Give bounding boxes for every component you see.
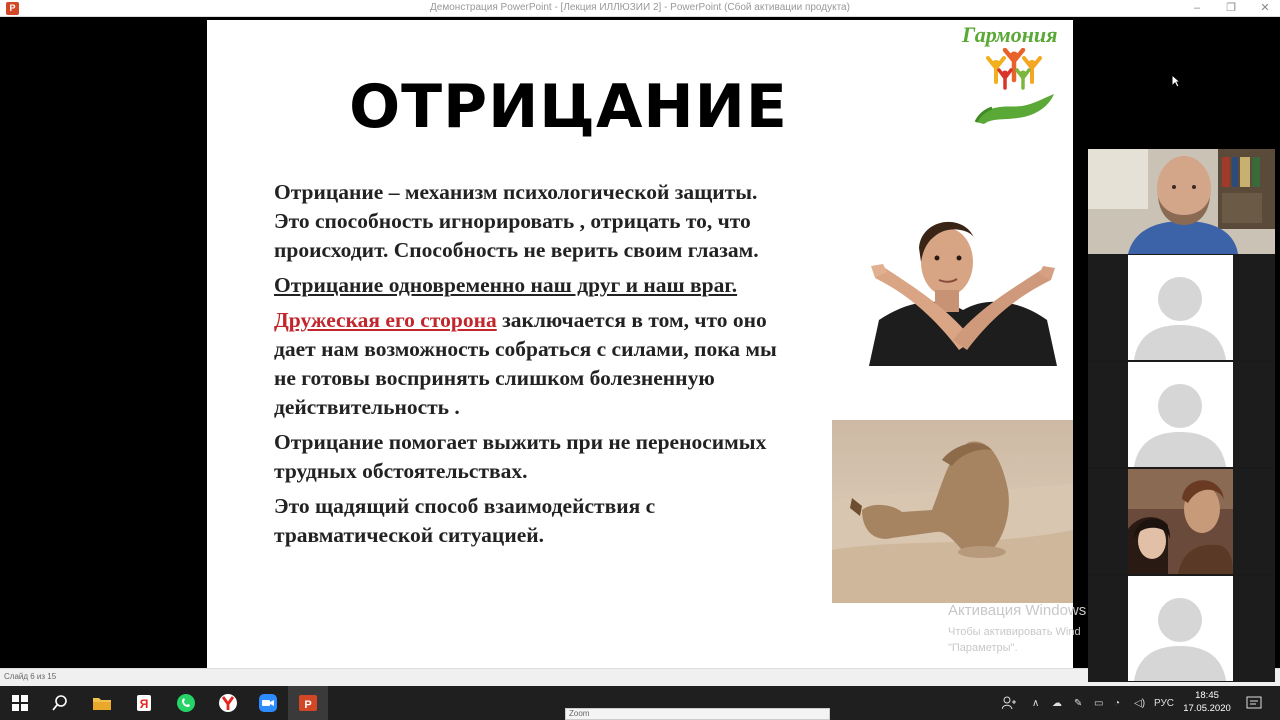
windows-activation-title: Активация Windows — [948, 602, 1087, 619]
slide-title: ОТРИЦАНИЕ — [349, 72, 788, 142]
slide[interactable] — [207, 20, 1073, 668]
volume-icon[interactable]: ◁) — [1134, 697, 1146, 709]
taskbar-yandex-browser[interactable] — [124, 686, 164, 720]
survival-paragraph: Отрицание помогает выжить при не переносимых трудных обстоятельствах. — [274, 430, 767, 483]
friendly-side-text: заключается в том, что оно дает нам возможность собраться с силами, пока мы не готовы воспринять слишком болезненную действительность . — [274, 308, 777, 419]
start-button[interactable] — [0, 686, 40, 720]
notifications-icon[interactable] — [1246, 686, 1262, 720]
user-avatar-icon — [1128, 255, 1233, 360]
taskbar-yandex[interactable] — [208, 686, 248, 720]
yandex-browser-icon — [136, 694, 152, 712]
slide-counter: Слайд 6 из 15 — [4, 672, 57, 681]
close-button[interactable]: ✕ — [1260, 2, 1270, 14]
user-avatar-icon — [1128, 362, 1233, 467]
windows-activation-text — [948, 624, 1081, 656]
powerpoint-icon — [298, 693, 318, 713]
user-avatar-icon — [1128, 576, 1233, 681]
whatsapp-icon — [176, 693, 196, 713]
people-icon[interactable] — [1002, 686, 1016, 720]
harmony-logo-icon — [970, 48, 1058, 136]
mouse-cursor-icon — [1171, 74, 1181, 88]
man-crossed-arms-image — [869, 200, 1057, 366]
windows-logo-icon — [12, 695, 28, 711]
clock-date: 17.05.2020 — [1183, 703, 1231, 714]
folder-icon — [92, 695, 112, 711]
video-tile-participant-4[interactable] — [1088, 576, 1275, 681]
slide-body — [274, 178, 794, 556]
participant-photo — [1128, 469, 1233, 574]
logo-text: Гармония — [962, 22, 1058, 47]
friend-enemy-paragraph: Отрицание одновременно наш друг и наш враг. — [274, 273, 738, 297]
zoom-taskbar-preview[interactable]: Zoom — [565, 708, 830, 720]
battery-icon[interactable]: ▭ — [1094, 697, 1104, 709]
taskbar-clock[interactable] — [1180, 689, 1234, 715]
pen-icon[interactable]: ✎ — [1074, 697, 1083, 709]
friendly-side-highlight: Дружеская его сторона — [274, 308, 497, 332]
maximize-button[interactable]: ❐ — [1226, 2, 1236, 14]
svg-text:P: P — [304, 699, 312, 711]
taskbar-powerpoint[interactable] — [288, 686, 328, 720]
friendly-side-paragraph — [274, 306, 794, 422]
search-icon — [52, 695, 68, 711]
activation-line-2: "Параметры". — [948, 642, 1018, 654]
yandex-icon — [218, 693, 238, 713]
gentle-way-paragraph: Это щадящий способ взаимодействия с травматической ситуацией. — [274, 494, 656, 547]
zoom-icon — [258, 693, 278, 713]
powerpoint-icon: P — [6, 2, 19, 15]
chevron-up-icon[interactable]: ∧ — [1032, 697, 1040, 709]
speaker-video — [1088, 149, 1275, 254]
video-panel — [1088, 149, 1275, 682]
video-tile-participant-3[interactable] — [1088, 469, 1275, 574]
video-tile-speaker[interactable] — [1088, 149, 1275, 254]
activation-line-1: Чтобы активировать Wind — [948, 626, 1081, 638]
taskbar-file-explorer[interactable] — [82, 686, 122, 720]
svg-text:Я: Я — [139, 697, 149, 711]
video-tile-participant-1[interactable] — [1088, 255, 1275, 360]
window-title: Демонстрация PowerPoint - [Лекция ИЛЛЮЗИИ 2] - PowerPoint (Сбой активации продукта) — [430, 2, 850, 13]
taskbar-whatsapp[interactable] — [166, 686, 206, 720]
language-indicator[interactable]: РУС — [1154, 697, 1175, 709]
window-titlebar — [0, 0, 1280, 17]
definition-paragraph: Отрицание – механизм психологической защиты. Это способность игнорировать , отрицать то, что происходит. Способность не верить своим глазам. — [274, 180, 759, 262]
video-tile-participant-2[interactable] — [1088, 362, 1275, 467]
wifi-icon[interactable]: ◔ — [1114, 697, 1121, 709]
clock-time: 18:45 — [1195, 690, 1219, 701]
search-button[interactable] — [40, 686, 80, 720]
minimize-button[interactable]: – — [1193, 2, 1201, 14]
onedrive-icon[interactable]: ☁ — [1052, 697, 1062, 709]
taskbar-zoom[interactable] — [248, 686, 288, 720]
head-in-sand-image — [832, 420, 1073, 603]
